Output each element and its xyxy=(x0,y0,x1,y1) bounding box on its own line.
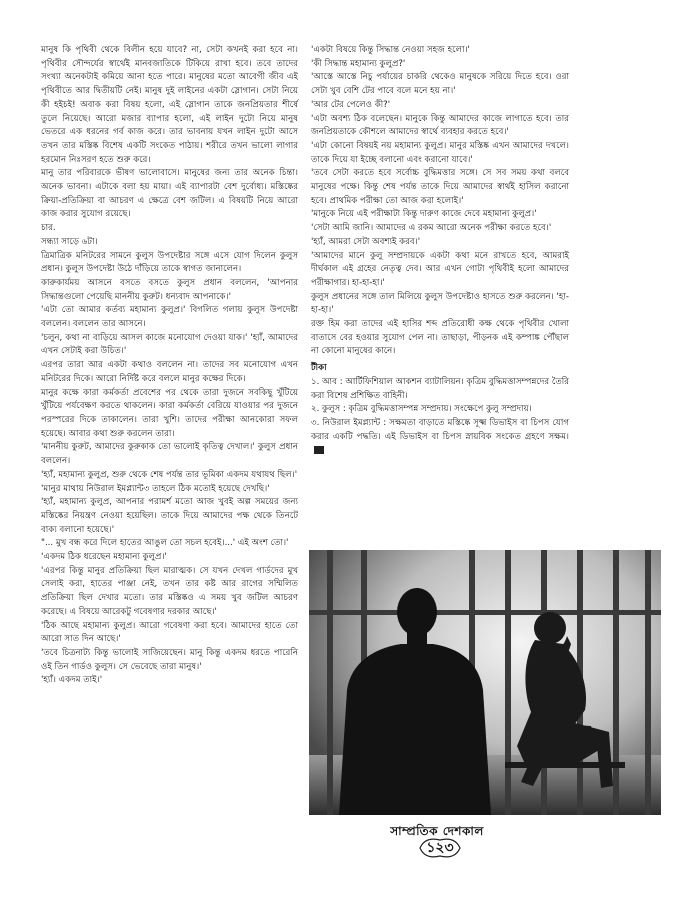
body-paragraph: 'তবে সেটা করতে হবে সর্বোচ্চ বুদ্ধিমত্তার সঙ্গে। সে সব সময় কথা বলবে মানুষের পক্ষে। কিন্তু শেষ পর্যন্ত তাকে দিয়ে আমাদের স্বার্থই হাসিল করানো হবে। প্রাথমিক পরীক্ষা তো আজ করা হলোই।' xyxy=(311,168,569,206)
body-paragraph: 'মানুর মাথায় নিউরাল ইমপ্ল্যান্ট৩ তাহলে ঠিক মতোই হয়েছে দেখছি।' xyxy=(41,483,270,494)
body-paragraph: এরপর তারা আর একটা কথাও বললেন না। তাদের সব মনোযোগ এখন মনিটরের দিকে। আরো নির্দিষ্ট করে বললে মানুর কক্ষের দিকে। xyxy=(41,360,298,384)
prison-illustration xyxy=(309,550,661,815)
note-item: ৩. নিউরাল ইমপ্ল্যান্ট : সক্ষমতা বাড়াতে মস্তিষ্কে সূক্ষ্ম ডিভাইস বা চিপস যোগ করার একটি পদ্ধতি। এই ডিভাইস বা চিপস স্নায়বিক সংকেত গ্রহণে সক্ষম। xyxy=(311,417,569,458)
body-paragraph: 'একটা বিষয়ে কিন্তু সিদ্ধান্ত নেওয়া সহজ হলো।' xyxy=(311,45,470,55)
note-item: ১. আব : আর্টিফিশিয়াল আকশন ব্যাটালিয়ন। কৃত্রিম বুদ্ধিমত্তাসম্পন্নদের তৈরি করা বিশেষ প্রশিক্ষিত বাহিনী। xyxy=(311,376,569,401)
body-paragraph: মানু তার পরিবারকে ভীষণ ভালোবাসে। মানুষের জন্য তার অনেক চিন্তা। অনেক ভাবনা। এটাকে বলা হয় মায়া। এই ব্যাপারটা বেশ দুর্বোধ্য। মস্তিষ্কের ক্রিয়া-প্রতিক্রিয়া বা আচরণ এ ক্ষেত্রে বেশ জটিল। এ বিষয়টি নিয়ে আরো কাজ করার সুযোগ রয়েছে। xyxy=(41,168,298,220)
body-paragraph: চার. xyxy=(41,223,56,234)
body-paragraph: সন্ধ্যা সাড়ে ৬টা। xyxy=(41,236,98,247)
body-paragraph: 'হ্যাঁ, আমরা সেটা অবশ্যই করব।' xyxy=(311,236,421,247)
note-item: ২. কুলুস : কৃত্রিম বুদ্ধিমত্তাসম্পন্ন সম্প্রদায়। সংক্ষেপে কুলু সম্প্রদায়। xyxy=(311,404,532,415)
body-paragraph: 'এরপর কিন্তু মানুর প্রতিক্রিয়া ছিল মারাত্মক। সে যখন দেখল গার্ডদের মুখ সেলাই করা, হাতের পাঞ্জা নেই, তখন তার কষ্ট আর রাগের সম্মিলিত প্রতিক্রিয়া ছিল দেখার মতো। তার মস্তিষ্কও এ সময় খুব জটিল আচরণ করেছে। এ বিষয়ে আরেকটু গবেষণার দরকার আছে।' xyxy=(41,565,298,617)
body-paragraph: 'মাননীয় কুরুট, আমাদের কুরুকাক তো ভালোই কৃতিত্ব দেখাল।' কুলুস প্রধান বললেন। xyxy=(41,442,298,467)
page-number: ১২৩ xyxy=(426,840,454,856)
body-paragraph: 'আমাদের মানে কুলু সম্প্রদায়কে একটা কথা মনে রাখতে হবে, আমরাই দীর্ঘকাল এই গ্রহের নেতৃত্ব দেব। আর এখন গোটা পৃথিবীই হলো আমাদের পরীক্ষাগার। হা-হা-হা।' xyxy=(311,250,569,288)
body-paragraph: 'আর টের পেলেও কী?' xyxy=(311,99,391,110)
body-paragraph: 'এটা তো আমার কর্তব্য মহামান্য কুলুপ্র।' বিগলিত গলায় কুলুস উপদেষ্টা বললেন। বললেন তার আসনে। xyxy=(41,305,298,330)
body-paragraph: 'ঠিক আছে মহামান্য কুলুপ্র। আরো গবেষণা করা হবে। আমাদের হাতে তো আরো সাত দিন আছে।' xyxy=(41,620,298,645)
body-paragraph: কুলুস প্রধানের সঙ্গে তাল মিলিয়ে কুলুস উপদেষ্টাও হাসতে শুরু করলেন। 'হা-হা-হা।' xyxy=(311,291,569,316)
body-paragraph: 'মানুকে নিয়ে এই পরীক্ষাটা কিন্তু দারুণ কাজে দেবে মহামান্য কুলুপ্র।' xyxy=(311,209,537,220)
body-paragraph: 'একদম ঠিক ধরেছেন মহামান্য কুলুপ্র।' xyxy=(41,552,167,563)
body-paragraph: কারুকার্যময় আসনে বসতে বসতে কুলুস প্রধান বললেন, 'আপনার সিদ্ধান্তগুলো পেয়েছি মাননীয় কুরুট। ধন্যবাদ আপনাকে।' xyxy=(41,277,298,302)
body-paragraph: 'হ্যাঁ। একদম তাই।' xyxy=(41,675,103,686)
left-column xyxy=(41,44,298,688)
body-paragraph: ত্রিমাত্রিক মনিটরের সামনে কুলুস উপদেষ্টার সঙ্গে এসে যোগ দিলেন কুলুস প্রধান। কুলুস উপদেষ্টা উঠে দাঁড়িয়ে তাকে স্বাগত জানালেন। xyxy=(41,250,298,275)
right-column xyxy=(311,44,569,458)
body-paragraph: 'এটা অবশ্য ঠিক বলেছেন। মানুকে কিন্তু আমাদের কাজে লাগাতে হবে। তার জনপ্রিয়তাকে কৌশলে আমাদের স্বার্থে ব্যবহার করতে হবে।' xyxy=(311,113,569,138)
body-paragraph: 'সেটা আমি জানি। আমাদের এ রকম আরো অনেক পরীক্ষা করতে হবে।' xyxy=(311,223,552,234)
body-paragraph: "... মুখ বন্ধ করে দিলে হাতের আঙুল তো সচল হবেই।...' এই অংশ তো।' xyxy=(41,538,289,549)
body-paragraph: 'চলুন, কথা না বাড়িয়ে আসল কাজে মনোযোগ দেওয়া যাক।' 'হ্যাঁ, আমাদের এখন সেটাই করা উচিত।' xyxy=(41,332,298,357)
body-paragraph: 'এটা কোনো বিষয়ই নয় মহামান্য কুলুপ্র। মানুর মস্তিষ্ক এখন আমাদের দখলে। তাকে দিয়ে যা ইচ্ছে বলানো এবং করানো যাবে।' xyxy=(311,140,569,165)
body-paragraph: 'কী সিদ্ধান্ত মহামান্য কুলুপ্র?' xyxy=(311,58,406,69)
body-paragraph: 'হ্যাঁ, মহামান্য কুলুপ্র, শুরু থেকে শেষ পর্যন্ত তার ভূমিকা একদম যথাযথ ছিল।' xyxy=(41,469,298,480)
end-mark-icon xyxy=(314,446,324,454)
body-paragraph: মানুর কক্ষে কারা কর্মকর্তা প্রবেশের পর থেকে তারা দুজনে সবকিছু খুঁটিয়ে খুঁটিয়ে পর্যবেক্ষণ করতে থাকলেন। কারা কর্মকর্তা বেরিয়ে যাওয়ার পর দুজনে পরস্পরের দিকে তাকালেন। তারা খুশি। তাদের পরীক্ষা আনকোরা সফল হয়েছে। আবার কথা শুরু করলেন তারা। xyxy=(41,387,298,439)
body-paragraph: 'হ্যাঁ, মহামান্য কুলুপ্র, আপনার পরামর্শ মতো আজ খুবই অল্প সময়ের জন্য মস্তিষ্কের নিয়ন্ত্রণ নেওয়া হয়েছিল। তাকে দিয়ে আমাদের পক্ষ থেকে তিনটে বাক্য বলানো হয়েছে।' xyxy=(41,497,298,535)
magazine-name: সাম্প্রতিক দেশকাল xyxy=(390,824,484,838)
body-paragraph: রক্ত হিম করা তাদের এই হাসির শব্দ প্রতিরোধী কক্ষ থেকে পৃথিবীর খোলা বাতাসে বের হওয়ার সুযোগ পেল না। তাছাড়া, পীড়নক এই কম্পাঙ্ক পৌঁছাল না কোনো মানুষের কানে। xyxy=(311,319,569,357)
body-paragraph: মানুষ কি পৃথিবী থেকে বিলীন হয়ে যাবে? না, সেটা কখনই করা হবে না। পৃথিবীর সৌন্দর্যের স্বার্থেই মানবজাতিকে টিকিয়ে রাখা হবে। তবে তাদের সংখ্যা অনেকটাই কমিয়ে আনা হতে পারে। মানুষের মতো আবেগী জীব এই পৃথিবীতে আর দ্বিতীয়টি নেই। মানুষ দুই লাইনের একটা স্লোগান। সেটা নিয়ে কী হইচই! অবাক করা বিষয় হলো, এই স্লোগান তাকে জনপ্রিয়তার শীর্ষে তুলে নিয়েছে। আরো মজার ব্যাপার হলো, এই লাইন দুটো নিয়ে মানুষ ভেতরে এক ধরনের গর্ব কাজ করে। তার ভাবনায় যখন লাইন দুটো আসে তখন তার মস্তিষ্ক বিশেষ একটি সংকেত পাঠায়। শরীরে তখন ভালো লাগার হরমোন নিঃসরণ হতে শুরু করে। xyxy=(41,45,298,165)
notes-heading: টীকা xyxy=(311,363,327,374)
body-paragraph: 'আস্তে আস্তে নিচু পর্যায়ের চাকরি থেকেও মানুষকে সরিয়ে দিতে হবে। ওরা সেটা খুব বেশি টের পাবে বলে মনে হয় না।' xyxy=(311,72,569,97)
body-paragraph: 'তবে চিত্রনাট্য কিন্তু ভালোই সাজিয়েছেন। মানু কিন্তু একদম ধরতে পারেনি ওই তিন গার্ডও কুলুস। সে ভেবেছে তারা মানুষ।' xyxy=(41,647,298,672)
